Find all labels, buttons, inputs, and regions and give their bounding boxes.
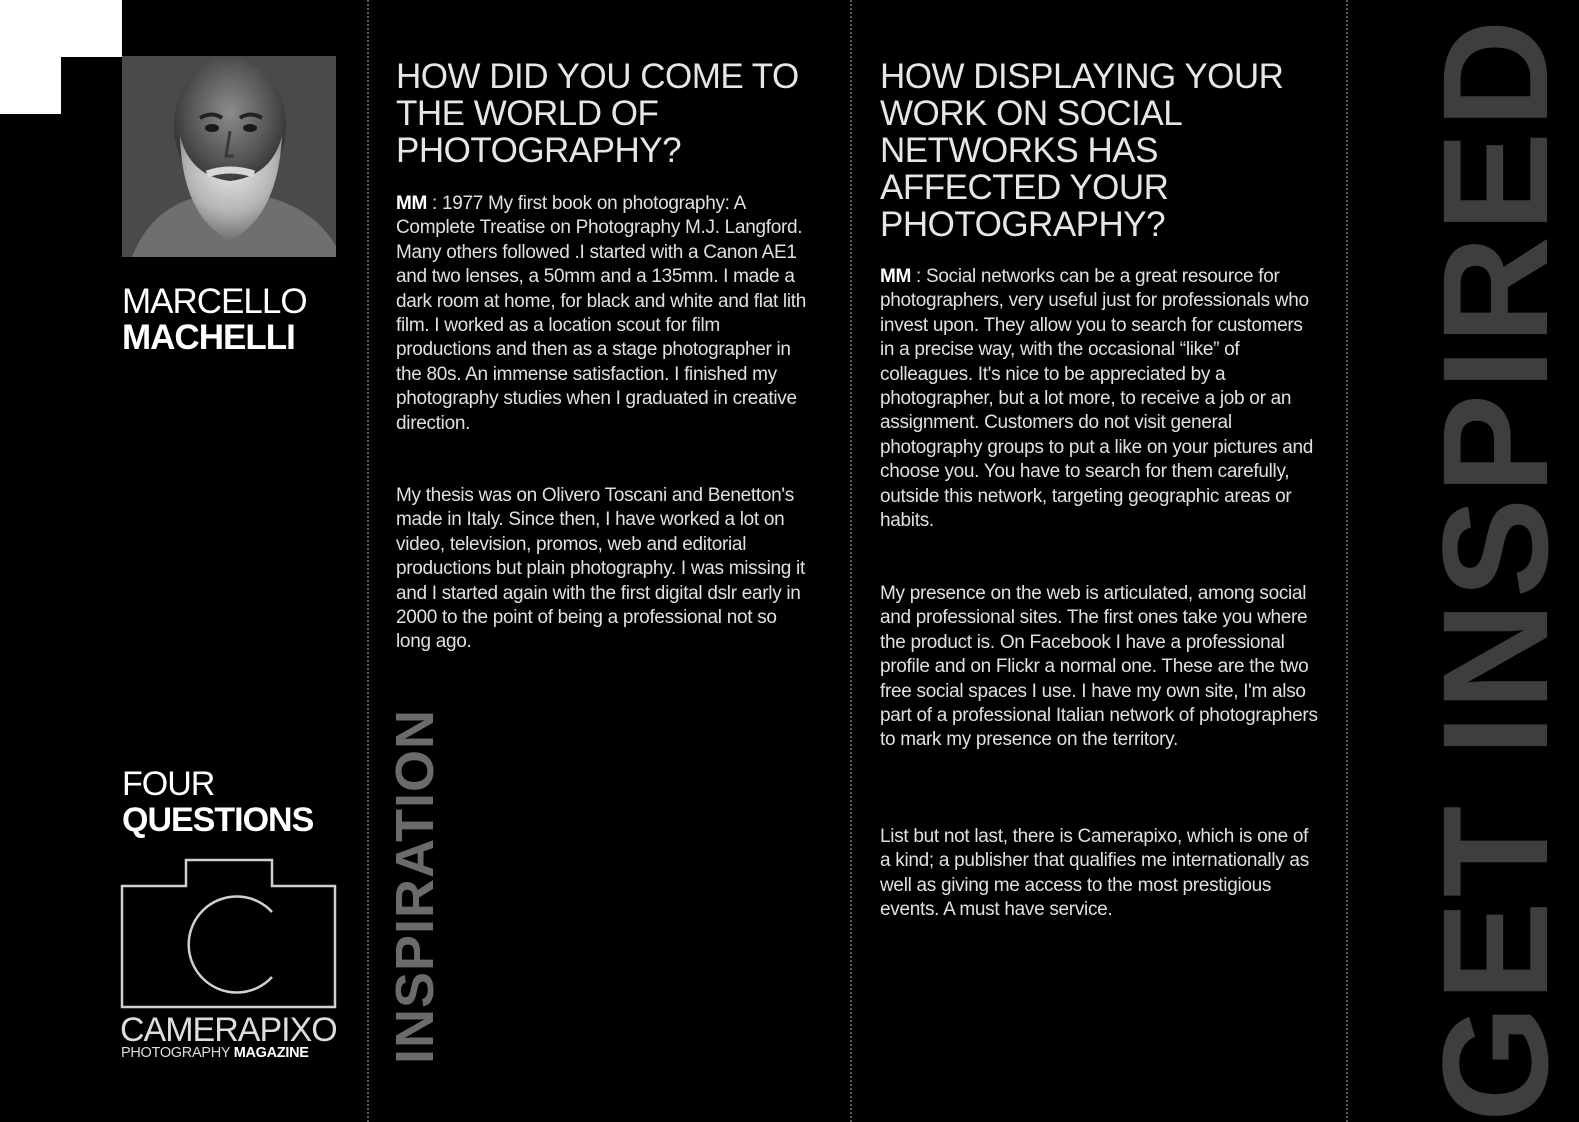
question-2-speaker: MM — [880, 266, 912, 287]
section-label-light: FOUR — [122, 765, 215, 803]
corner-block-top — [0, 0, 122, 57]
question-1-speaker: MM — [396, 193, 428, 214]
question-2-answer-p1-text: : Social networks can be a great resource for photographers, very useful just for professionals who invest upon. They allow you to search for customers in a precise way, with the occasional “like” of colleagues. It's nice to be appreciated by a photographer, but a lot more, to receive a job or an assignment. Customers do not visit general photography groups to put a like on your pictures and choose you. You have to search for them carefully, outside this network, targeting geographic areas or habits. — [880, 266, 1314, 532]
column-divider-3 — [1346, 0, 1348, 1122]
logo-subtitle-light: PHOTOGRAPHY — [121, 1045, 234, 1061]
big-label-get-inspired: GET INSPIRED — [1411, 15, 1579, 1122]
question-2-heading: HOW DISPLAYING YOUR WORK ON SOCIAL NETWORKS HAS AFFECTED YOUR PHOTOGRAPHY? — [880, 57, 1284, 244]
portrait-illustration — [122, 56, 336, 257]
profile-last-name: MACHELLI — [122, 318, 295, 357]
logo-subtitle-bold: MAGAZINE — [233, 1045, 309, 1061]
corner-block-bottom — [0, 57, 61, 114]
portrait-photo — [122, 56, 336, 257]
column-divider-1 — [367, 0, 369, 1122]
column-divider-2 — [850, 0, 852, 1122]
question-1-answer-p1 — [396, 192, 816, 436]
question-2-answer-p1 — [880, 265, 1320, 533]
section-label-bold: QUESTIONS — [122, 801, 314, 839]
logo-subtitle — [121, 1045, 309, 1061]
camera-logo-icon — [120, 858, 338, 1010]
question-1-answer-p2: My thesis was on Olivero Toscani and Benetton's made in Italy. Since then, I have worked a lot on video, television, promos, web and editorial productions but plain photography. I was missing it and I started again with the first digital dslr early in 2000 to the point of being a professional not so long ago. — [396, 485, 805, 653]
question-1-answer-p1-text: : 1977 My first book on photography: A Complete Treatise on Photography M.J. Langford. Many others followed .I started with a Canon AE1 and two lenses, a 50mm and a 135mm. I made a dark room at home, for black and white and flat lith film. I worked as a location scout for film productions and then as a stage photographer in the 80s. An immense satisfaction. I finished my photography studies when I graduated in creative direction. — [396, 193, 807, 434]
side-label-inspiration: INSPIRATION — [385, 708, 445, 1064]
question-2-answer-p3: List but not last, there is Camerapixo, which is one of a kind; a publisher that qualifies me internationally as well as giving me access to the most prestigious events. A must have service. — [880, 826, 1309, 921]
question-2-answer-p2: My presence on the web is articulated, among social and professional sites. The first ones take you where the product is. On Facebook I have a professional profile and on Flickr a normal one. These are the two free social spaces I use. I have my own site, I'm also part of a professional Italian network of photographers to mark my presence on the territory. — [880, 583, 1318, 751]
question-1-heading: HOW DID YOU COME TO THE WORLD OF PHOTOGRAPHY? — [396, 57, 799, 170]
logo-wordmark: CAMERAPIXO — [120, 1011, 337, 1049]
profile-first-name: MARCELLO — [122, 282, 307, 321]
